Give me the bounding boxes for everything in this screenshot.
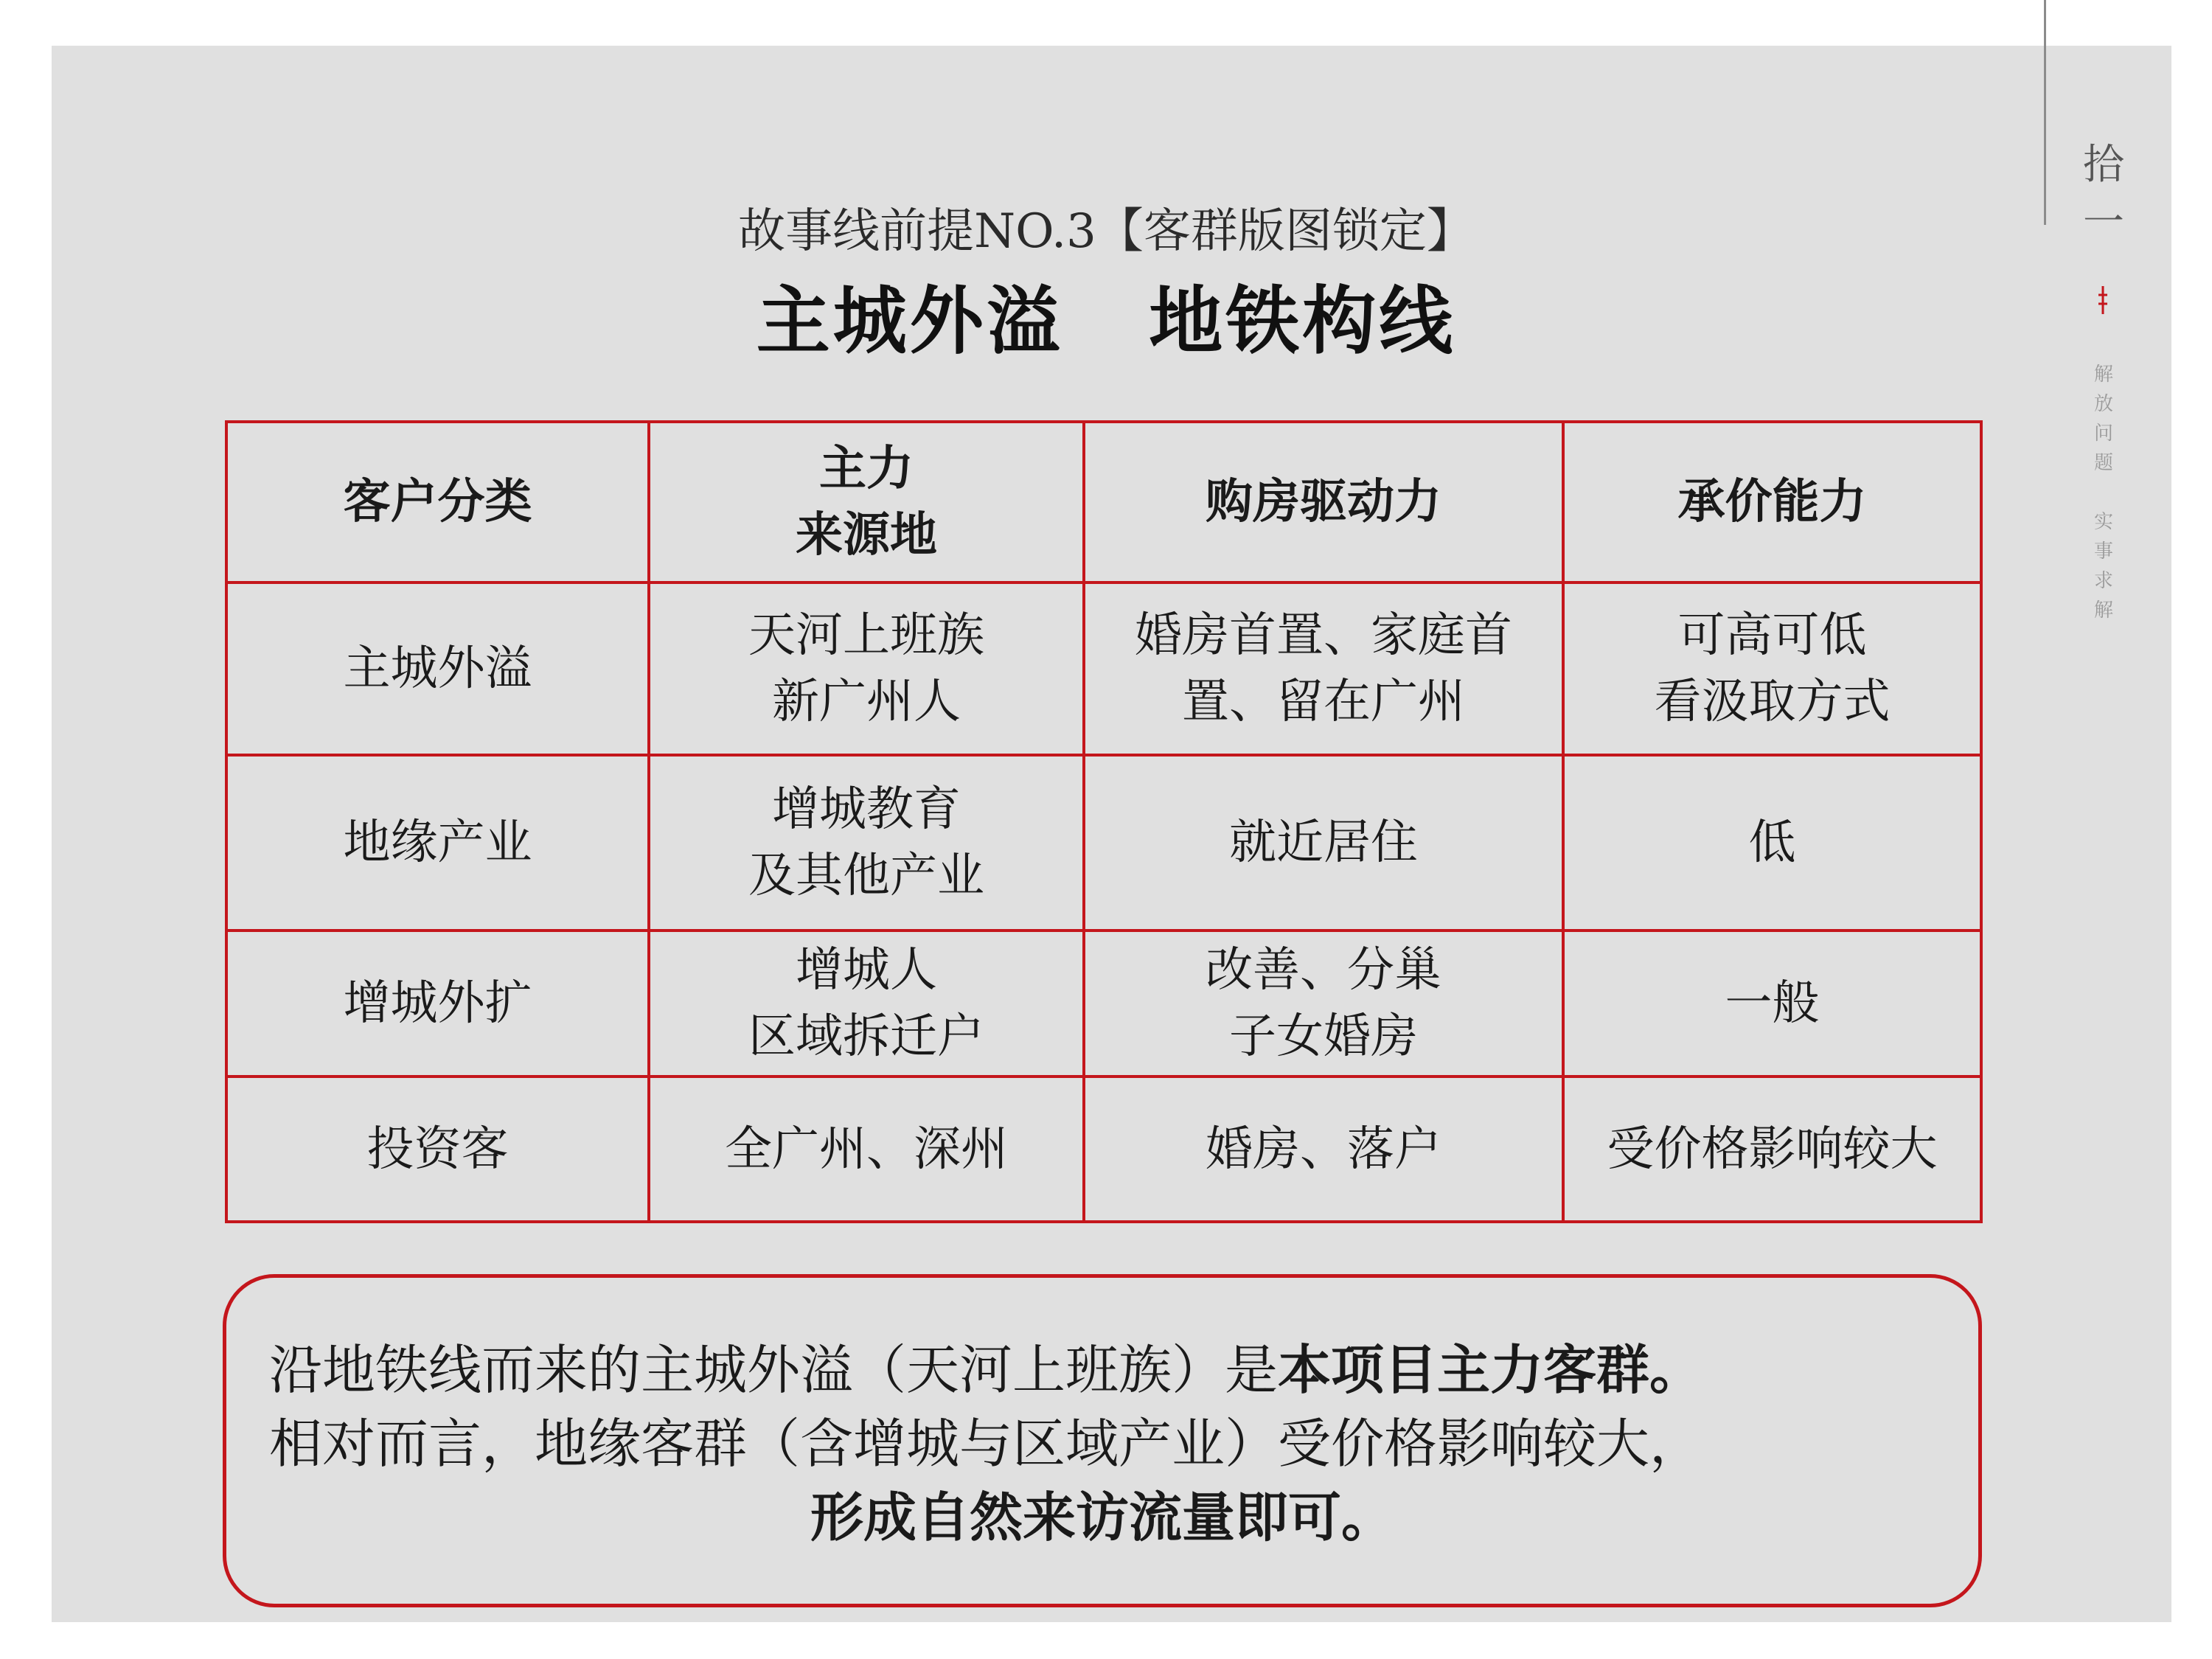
side-text-char: 求 [2093,570,2113,592]
side-vertical-text [2093,360,2115,625]
header-cell-driver: 购房驱动力 [1084,422,1563,582]
page-title: 主城外溢 地铁构线 [756,278,1456,364]
table-row [226,1077,1981,1222]
table-cell: 增城人 区域拆迁户 [649,931,1084,1077]
side-title-char: 拾 [2083,141,2124,189]
side-title-char: 一 [2083,198,2124,246]
table-cell: 可高可低 看汲取方式 [1563,582,1981,755]
table-header-row [226,422,1981,582]
side-text-char: 放 [2093,393,2113,415]
table-cell: 一般 [1563,931,1981,1077]
header-cell-affordability: 承价能力 [1563,422,1981,582]
side-text-char: 问 [2093,422,2113,445]
header-cell-customer-type: 客户分类 [226,422,649,582]
customer-segment-table [225,420,1983,1223]
table-cell: 增城教育 及其他产业 [649,755,1084,931]
table-row [226,582,1981,755]
side-text-char: 题 [2093,452,2113,474]
conclusion-line-1: 沿地铁线而来的主城外溢（天河上班族）是本项目主力客群。 [269,1339,1703,1401]
conclusion-line-2: 相对而言，地缘客群（含增城与区域产业）受价格影响较大， [269,1413,1703,1475]
side-text-char: 事 [2093,540,2113,563]
table-cell: 全广州、深州 [649,1077,1084,1222]
table-cell: 受价格影响较大 [1563,1077,1981,1222]
side-text-char: 解 [2093,364,2113,386]
table-cell: 地缘产业 [226,755,649,931]
side-text-char: 解 [2093,599,2113,622]
conclusion-line-3: 形成自然来访流量即可。 [810,1486,1394,1548]
table-row [226,755,1981,931]
page-subtitle: 故事线前提NO.3【客群版图锁定】 [738,204,1474,259]
table-cell: 婚房首置、家庭首 置、留在广州 [1084,582,1563,755]
top-right-divider [2044,0,2046,225]
table-cell: 低 [1563,755,1981,931]
table-cell: 主城外溢 [226,582,649,755]
table-cell: 天河上班族 新广州人 [649,582,1084,755]
header-cell-source: 主力 来源地 [649,422,1084,582]
conclusion-text [269,1333,1965,1554]
side-text-char: 实 [2093,511,2113,533]
table-cell: 改善、分巢 子女婚房 [1084,931,1563,1077]
table-cell: 增城外扩 [226,931,649,1077]
table-cell: 投资客 [226,1077,649,1222]
table-cell: 婚房、落户 [1084,1077,1563,1222]
table-cell: 就近居住 [1084,755,1563,931]
table-row [226,931,1981,1077]
